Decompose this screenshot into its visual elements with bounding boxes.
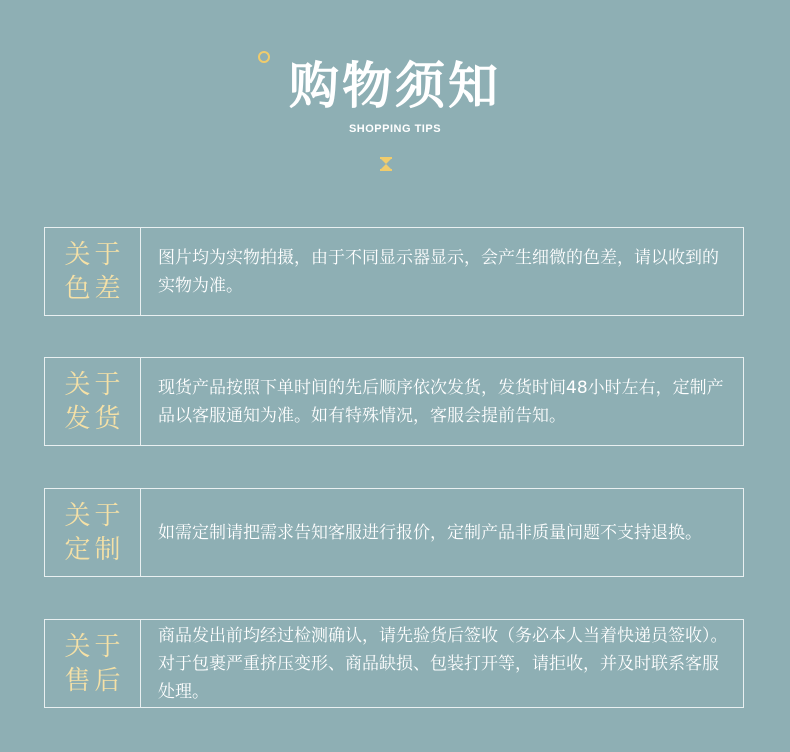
page-subtitle: SHOPPING TIPS xyxy=(348,123,442,135)
tip-label xyxy=(45,489,141,576)
tip-section-aftersales xyxy=(44,619,744,708)
tip-label-line1: 关于 xyxy=(64,500,125,531)
tip-label-line2: 定制 xyxy=(64,534,125,565)
tip-section-color xyxy=(44,227,744,316)
tip-text: 现货产品按照下单时间的先后顺序依次发货，发货时间48小时左右，定制产品以客服通知为准。如有特殊情况，客服会提前告知。 xyxy=(158,377,724,426)
tip-label xyxy=(45,228,141,315)
tip-section-custom xyxy=(44,488,744,577)
tip-section-shipping xyxy=(44,357,744,446)
tip-label-line2: 发货 xyxy=(64,403,125,434)
page-title: 购物须知 xyxy=(289,57,501,115)
page-header xyxy=(0,0,790,200)
tip-text: 图片均为实物拍摄，由于不同显示器显示，会产生细微的色差，请以收到的实物为准。 xyxy=(158,247,719,296)
tip-label-line1: 关于 xyxy=(64,369,125,400)
tip-label xyxy=(45,620,141,707)
tip-text: 商品发出前均经过检测确认，请先验货后签收（务必本人当着快递员签收）。对于包裹严重挤压变形、商品缺损、包装打开等，请拒收，并及时联系客服处理。 xyxy=(158,625,728,702)
tip-label-line2: 售后 xyxy=(64,665,125,696)
tip-label-line1: 关于 xyxy=(64,239,125,270)
tip-label xyxy=(45,358,141,445)
tip-text: 如需定制请把需求告知客服进行报价，定制产品非质量问题不支持退换。 xyxy=(158,522,702,543)
tip-label-line2: 色差 xyxy=(64,273,125,304)
tip-label-line1: 关于 xyxy=(64,631,125,662)
hourglass-icon xyxy=(380,157,392,171)
